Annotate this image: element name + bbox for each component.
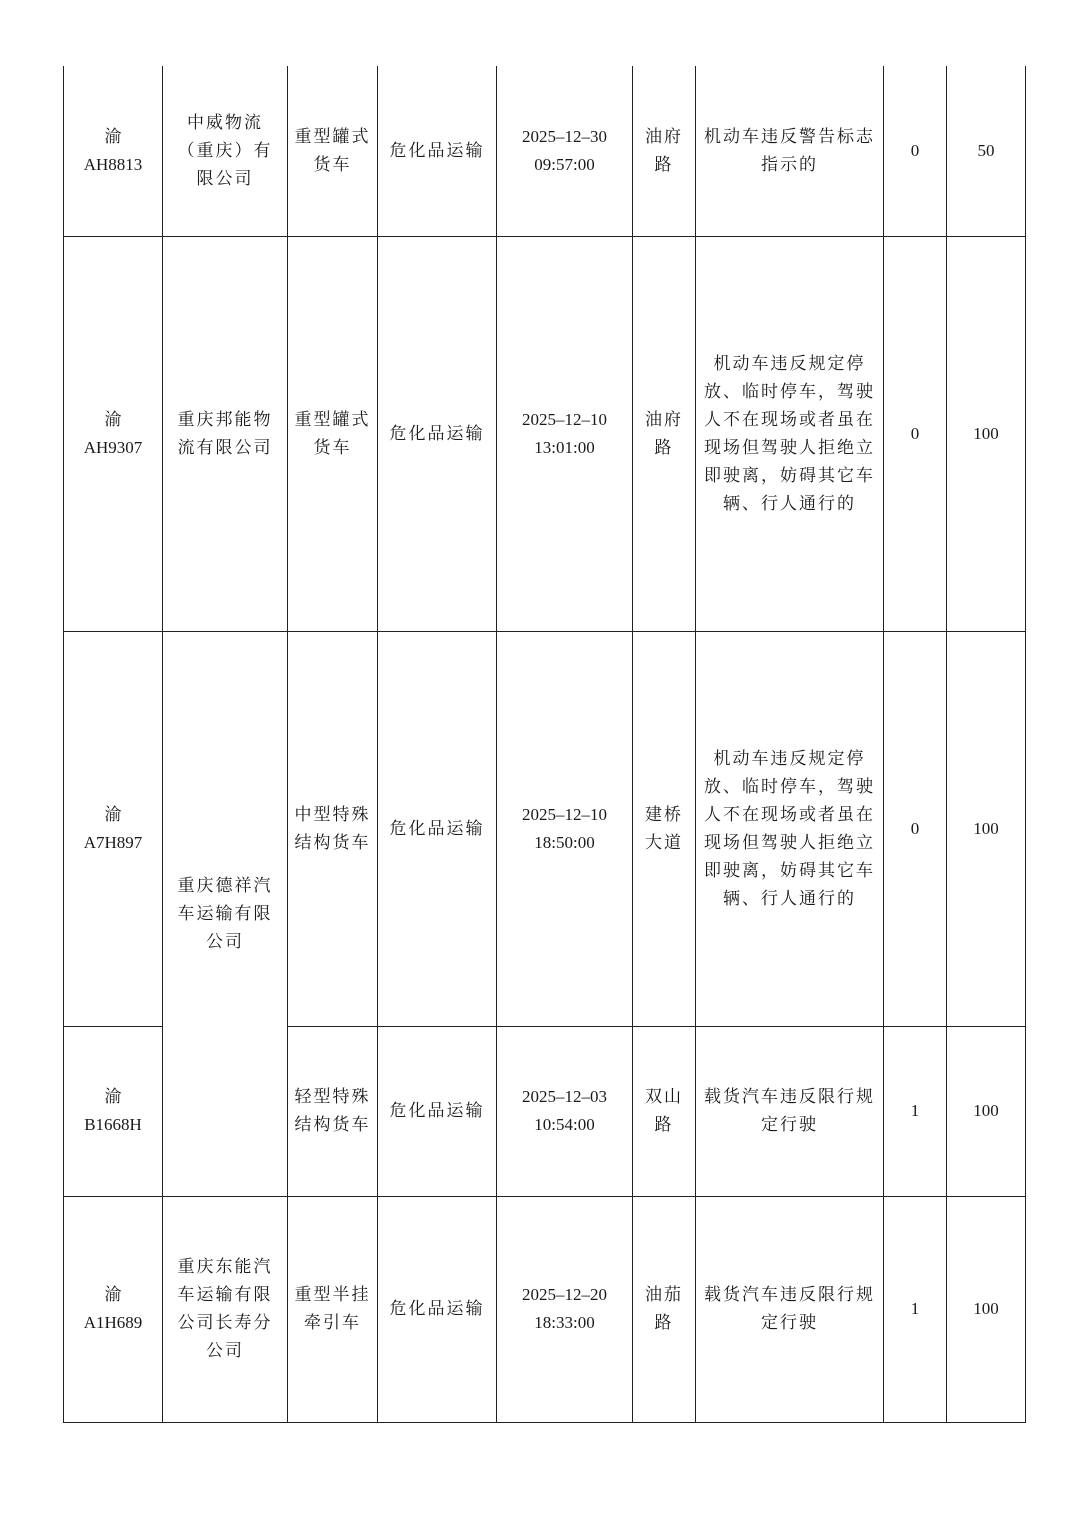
plate-number: AH9307 [83, 437, 143, 457]
violation-cell: 载货汽车违反限行规定行驶 [696, 1196, 884, 1422]
date: 2025–12–10 [522, 804, 607, 824]
plate-prefix: 渝 [104, 1285, 122, 1305]
violation-cell: 机动车违反警告标志指示的 [696, 66, 884, 236]
violation-cell: 载货汽车违反限行规定行驶 [696, 1026, 884, 1196]
plate-number: A7H897 [83, 832, 143, 852]
usage-cell: 危化品运输 [378, 66, 497, 236]
points-cell: 1 [884, 1196, 947, 1422]
table-row [64, 1196, 1026, 1422]
location-cell: 油府路 [633, 66, 696, 236]
company-cell: 重庆东能汽车运输有限公司长寿分公司 [163, 1196, 288, 1422]
datetime-cell [497, 236, 633, 631]
datetime-cell [497, 1026, 633, 1196]
points-cell: 0 [884, 631, 947, 1026]
vehicle-type-cell: 重型半挂牵引车 [288, 1196, 378, 1422]
plate-cell [64, 236, 163, 631]
plate-cell [64, 1196, 163, 1422]
date: 2025–12–10 [522, 409, 607, 429]
table-row [64, 236, 1026, 631]
usage-cell: 危化品运输 [378, 1196, 497, 1422]
fine-cell: 100 [947, 1196, 1026, 1422]
plate-prefix: 渝 [104, 126, 122, 147]
plate-cell [64, 1026, 163, 1196]
fine-cell: 100 [947, 1026, 1026, 1196]
points-cell: 0 [884, 236, 947, 631]
time: 10:54:00 [534, 1115, 595, 1134]
plate-number: B1668H [84, 1115, 142, 1134]
location-cell: 油茄路 [633, 1196, 696, 1422]
vehicle-type-cell: 中型特殊结构货车 [288, 631, 378, 1026]
date: 2025–12–20 [522, 1285, 607, 1304]
location-cell: 建桥大道 [633, 631, 696, 1026]
time: 09:57:00 [534, 154, 595, 174]
usage-cell: 危化品运输 [378, 236, 497, 631]
time: 18:50:00 [534, 832, 595, 852]
plate-number: A1H689 [83, 1313, 143, 1332]
location-cell: 油府路 [633, 236, 696, 631]
time: 13:01:00 [534, 437, 595, 457]
plate-number: AH8813 [83, 154, 143, 174]
fine-cell: 50 [947, 66, 1026, 236]
datetime-cell [497, 631, 633, 1026]
vehicle-type-cell: 重型罐式货车 [288, 66, 378, 236]
time: 18:33:00 [534, 1313, 595, 1332]
table-row [64, 66, 1026, 236]
table-row [64, 631, 1026, 1026]
usage-cell: 危化品运输 [378, 631, 497, 1026]
company-cell: 重庆邦能物流有限公司 [163, 236, 288, 631]
datetime-cell [497, 66, 633, 236]
fine-cell: 100 [947, 631, 1026, 1026]
violation-cell: 机动车违反规定停放、临时停车，驾驶人不在现场或者虽在现场但驾驶人拒绝立即驶离，妨碍其它车辆、行人通行的 [696, 631, 884, 1026]
fine-cell: 100 [947, 236, 1026, 631]
usage-cell: 危化品运输 [378, 1026, 497, 1196]
company-cell: 中威物流（重庆）有限公司 [163, 66, 288, 236]
location-cell: 双山路 [633, 1026, 696, 1196]
datetime-cell [497, 1196, 633, 1422]
violation-table [63, 66, 1026, 1423]
plate-prefix: 渝 [104, 409, 122, 430]
plate-cell [64, 66, 163, 236]
date: 2025–12–30 [522, 126, 607, 146]
plate-prefix: 渝 [104, 804, 122, 825]
vehicle-type-cell: 轻型特殊结构货车 [288, 1026, 378, 1196]
plate-prefix: 渝 [104, 1087, 122, 1107]
date: 2025–12–03 [522, 1087, 607, 1106]
vehicle-type-cell: 重型罐式货车 [288, 236, 378, 631]
points-cell: 1 [884, 1026, 947, 1196]
violation-cell: 机动车违反规定停放、临时停车，驾驶人不在现场或者虽在现场但驾驶人拒绝立即驶离，妨碍其它车辆、行人通行的 [696, 236, 884, 631]
points-cell: 0 [884, 66, 947, 236]
company-cell: 重庆德祥汽车运输有限公司 [163, 631, 288, 1196]
plate-cell [64, 631, 163, 1026]
